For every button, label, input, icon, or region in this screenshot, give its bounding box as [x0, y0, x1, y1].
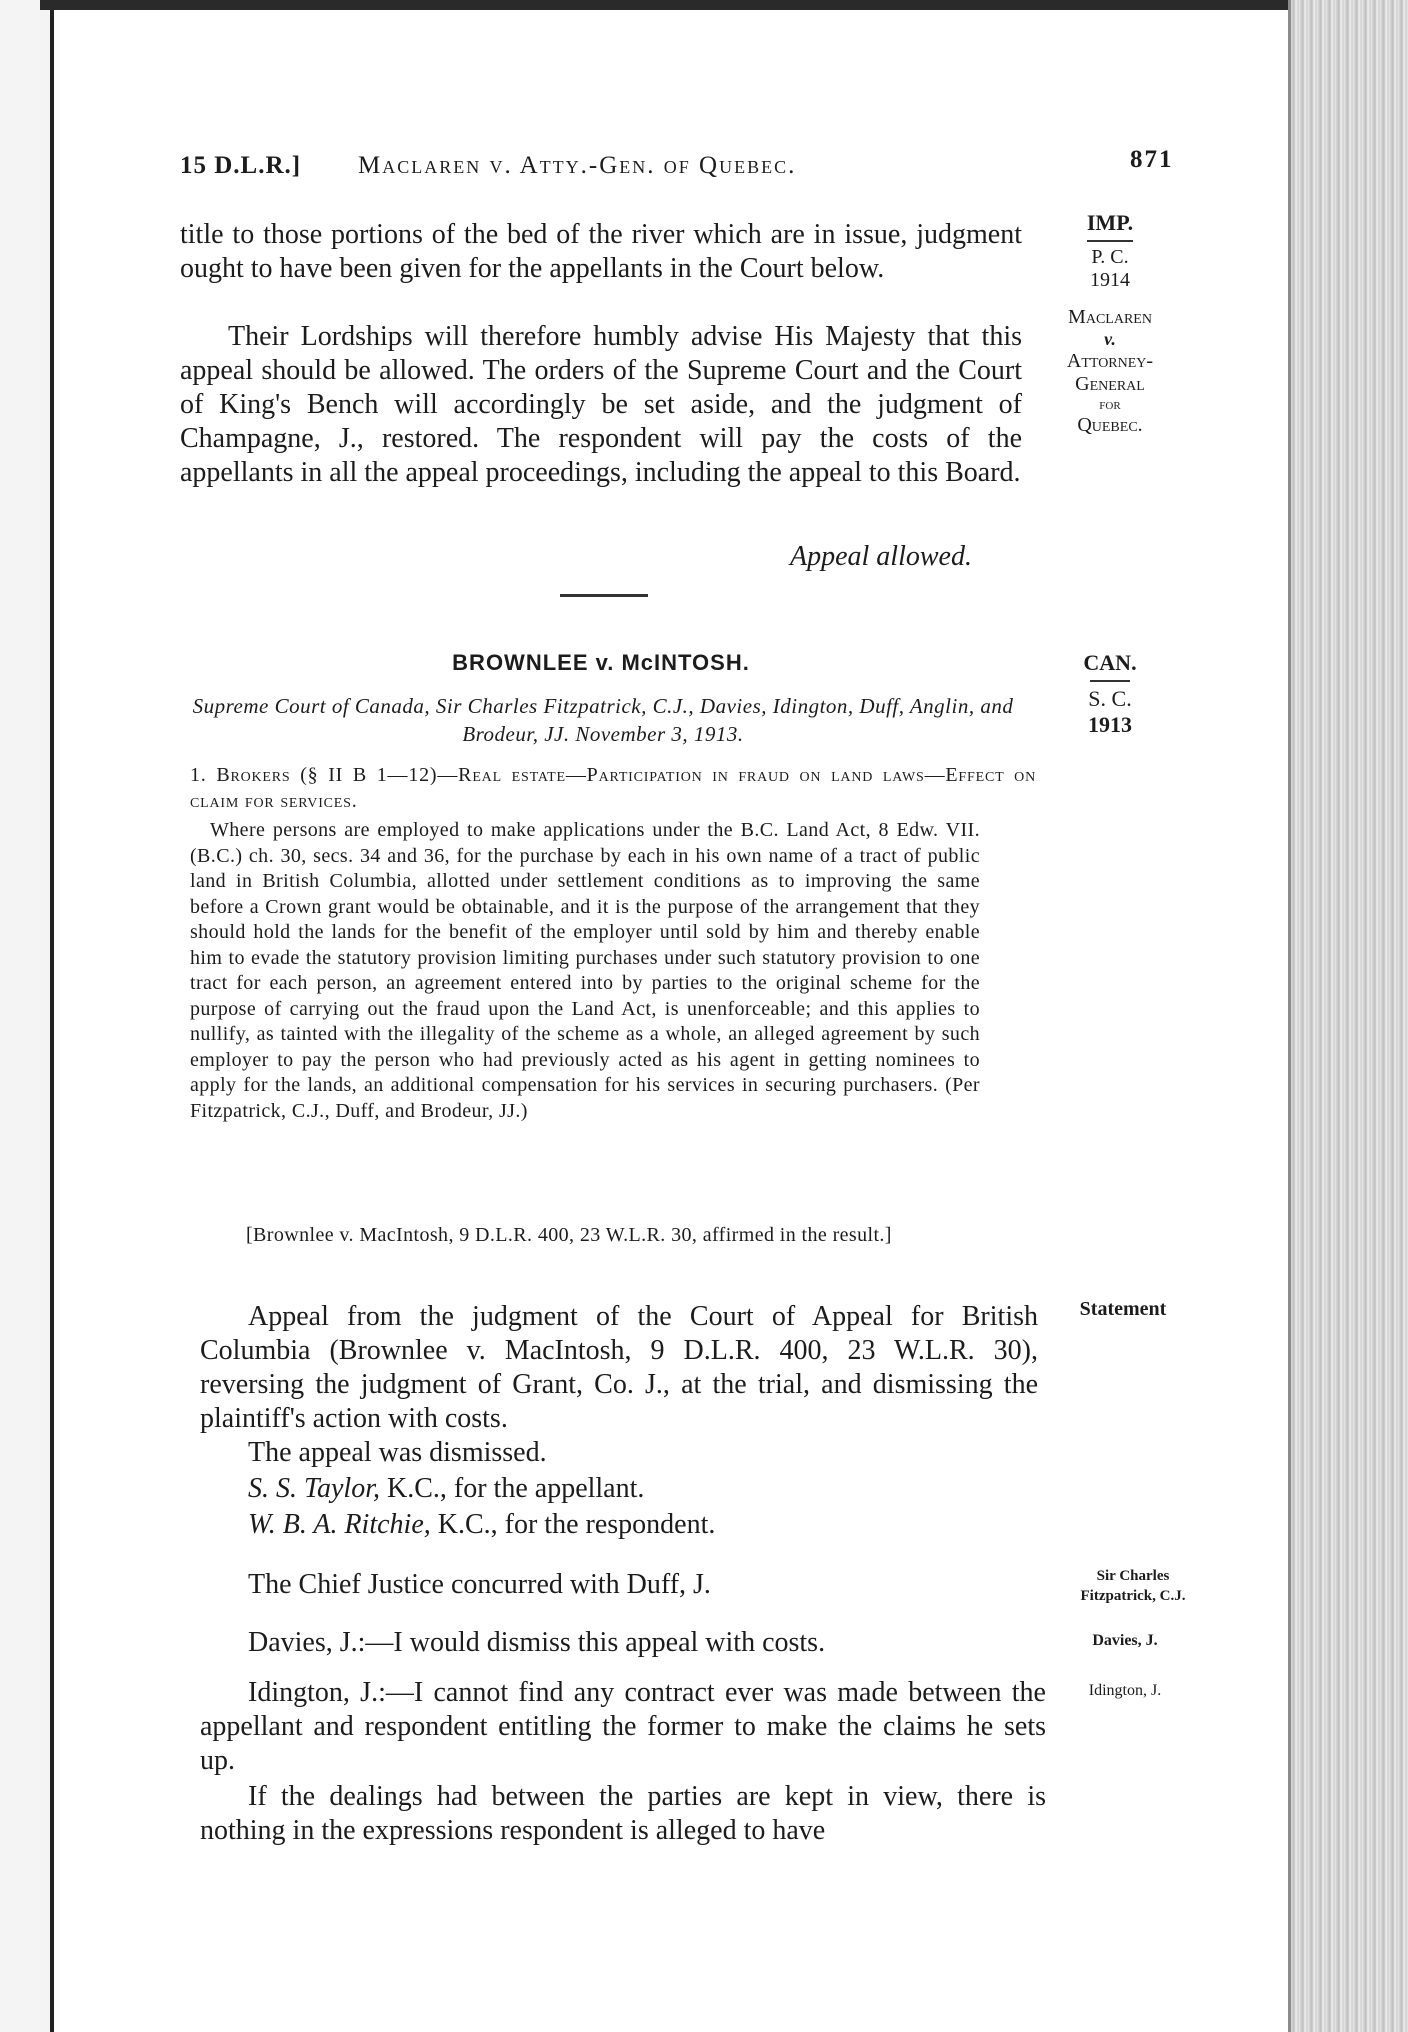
- counsel-respondent-role: K.C., for the respondent.: [430, 1509, 716, 1540]
- book-page-edges: [1288, 0, 1408, 2032]
- margin-davies: Davies, J.: [1092, 1632, 1158, 1649]
- judgment-idington: Idington, J.:—I cannot find any contract ever was made between the appellant and respondent entitling the former to make the claims he sets up.: [200, 1677, 1046, 1776]
- margin-party1: Maclaren: [1068, 306, 1152, 328]
- court-line: Supreme Court of Canada, Sir Charles Fitzpatrick, C.J., Davies, Idington, Duff, Anglin, and Brodeur, JJ. November 3, 1913.: [192, 694, 1014, 746]
- judgment-idington-continued: If the dealings had between the parties are kept in view, there is nothing in the expressions respondent is alleged to have: [200, 1781, 1046, 1846]
- headnote-heading: 1. Brokers (§ II B 1—12)—Real estate—Participation in fraud on land laws—Effect on claim for services.: [190, 764, 1036, 812]
- appeal-dismissed: The appeal was dismissed.: [248, 1437, 547, 1468]
- margin-note-court: [1050, 210, 1170, 437]
- margin-statement: Statement: [1079, 1298, 1167, 1320]
- margin-court-sc: S. C.: [1088, 686, 1132, 711]
- margin-court-can: CAN.: [1083, 650, 1137, 675]
- counsel-appellant-role: K.C., for the appellant.: [380, 1473, 645, 1504]
- counsel-respondent-name: W. B. A. Ritchie,: [248, 1509, 431, 1540]
- margin-note-can: [1050, 650, 1170, 738]
- margin-court-imp: IMP.: [1086, 210, 1134, 235]
- page-number: 871: [1130, 146, 1174, 173]
- margin-divider-2: [1090, 680, 1130, 682]
- margin-court-pc: P. C.: [1091, 246, 1129, 268]
- header-title: Maclaren v. Atty.-Gen. of Quebec.: [358, 152, 797, 179]
- margin-cj: Sir Charles Fitzpatrick, C.J.: [1080, 1568, 1186, 1604]
- section-divider: [560, 594, 648, 597]
- margin-v: v.: [1104, 329, 1116, 349]
- judgment-davies: Davies, J.:—I would dismiss this appeal with costs.: [248, 1627, 826, 1658]
- headnote-citation: [Brownlee v. MacIntosh, 9 D.L.R. 400, 23 W.L.R. 30, affirmed in the result.]: [246, 1224, 892, 1246]
- margin-divider: [1087, 240, 1133, 242]
- margin-party2a: Attorney-: [1066, 350, 1154, 372]
- counsel-appellant: [248, 1472, 644, 1506]
- counsel-appellant-name: S. S. Taylor,: [248, 1473, 381, 1504]
- case-title: BROWNLEE v. McINTOSH.: [452, 650, 750, 675]
- header-volume: 15 D.L.R.]: [180, 152, 302, 179]
- headnote-body: Where persons are employed to make applications under the B.C. Land Act, 8 Edw. VII. (B.C.) ch. 30, secs. 34 and 36, for the purchase by each in his own name of a tract of public land in British Columbia, allotted under settlement conditions as to improving the same before a Crown grant would be obtainable, and it is the purpose of the arrangement that they should hold the lands for the benefit of the employer until sold by him and thereby enable him to evade the statutory provision limiting purchases under such statutory provision to one tract for each person, an agreement entered into by parties to the original scheme for the purpose of carrying out the fraud upon the Land Act, is unenforceable; and this applies to nullify, as tainted with the illegality of the scheme as a whole, an alleged agreement by such employer to pay the person who had previously acted as his agent in getting nominees to apply for the lands, an additional compensation for his services in securing purchasers. (Per Fitzpatrick, C.J., Duff, and Brodeur, JJ.): [190, 819, 980, 1122]
- margin-year-1913: 1913: [1088, 712, 1132, 737]
- margin-year: 1914: [1090, 269, 1130, 291]
- margin-party2c: for: [1099, 396, 1121, 413]
- paragraph-continued: title to those portions of the bed of the river which are in issue, judgment ought to have been given for the appellants in the Court below.: [180, 219, 1022, 284]
- statement-text: Appeal from the judgment of the Court of Appeal for British Columbia (Brownlee v. MacIntosh, 9 D.L.R. 400, 23 W.L.R. 30), reversing the judgment of Grant, Co. J., at the trial, and dismissing the plaintiff's action with costs.: [200, 1301, 1038, 1434]
- top-scan-edge: [40, 0, 1340, 10]
- margin-party2b: General: [1075, 373, 1145, 395]
- paragraph-advice: Their Lordships will therefore humbly advise His Majesty that this appeal should be allowed. The orders of the Supreme Court and the Court of King's Bench will accordingly be set aside, and the judgment of Champagne, J., restored. The respondent will pay the costs of the appellants in all the appeal proceedings, including the appeal to this Board.: [180, 321, 1022, 488]
- margin-idington: Idington, J.: [1088, 1682, 1162, 1699]
- judgment-chief-justice: The Chief Justice concurred with Duff, J.: [248, 1569, 711, 1600]
- result-appeal-allowed: Appeal allowed.: [790, 541, 972, 572]
- margin-party2d: Quebec.: [1077, 414, 1143, 436]
- counsel-respondent: [248, 1508, 715, 1542]
- left-page-gutter: [0, 0, 54, 2032]
